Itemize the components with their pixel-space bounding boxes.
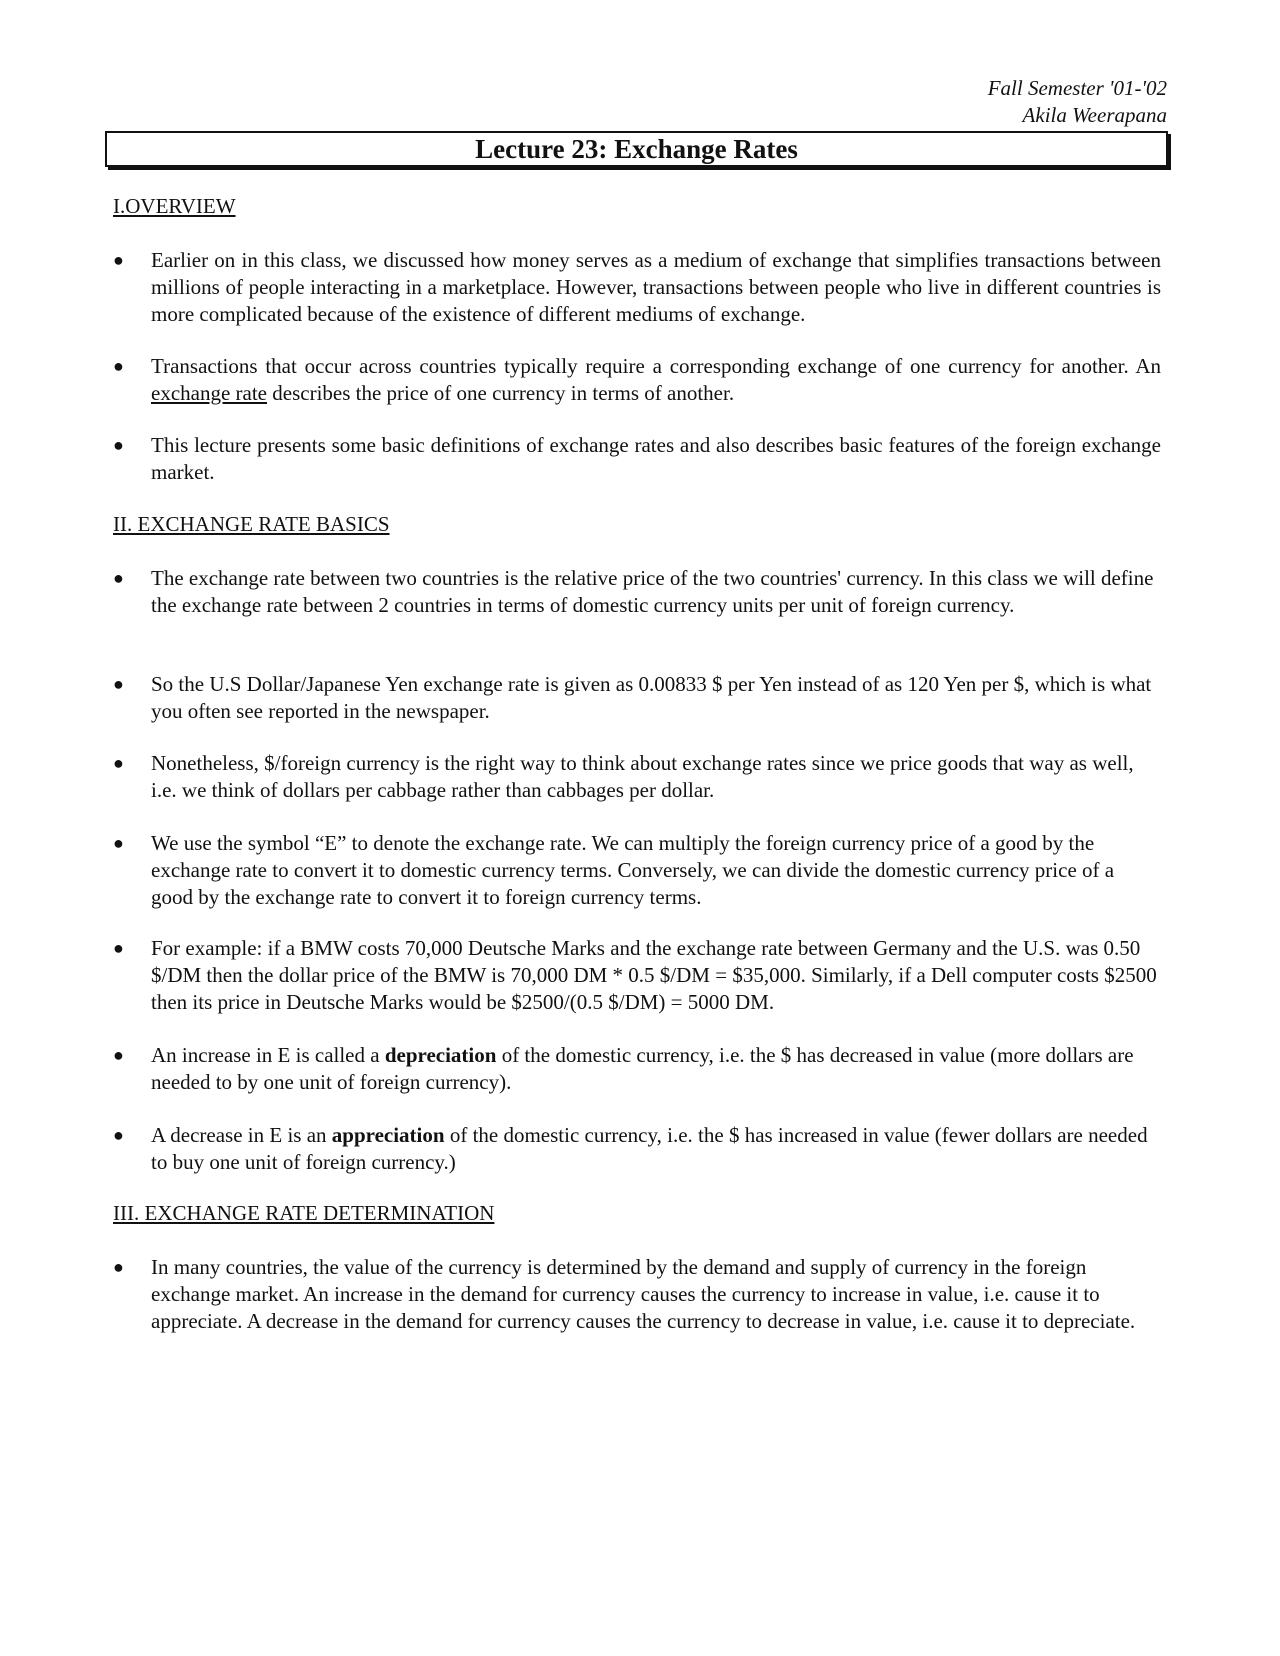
paragraph: Transactions that occur across countries typically require a corresponding exchange of one currency for another. An exchange rate describes the price of one currency in terms of another. [151, 354, 1161, 405]
paragraph: This lecture presents some basic definitions of exchange rates and also describes basic features of the foreign exchange market. [151, 433, 1161, 484]
paragraph: In many countries, the value of the currency is determined by the demand and supply of currency in the foreign exchange market. An increase in the demand for currency causes the currency to increase in value, i.e. cause it to appreciate. A decrease in the demand for currency causes the currency to decrease in value, i.e. cause it to depreciate. [151, 1255, 1136, 1333]
section-heading-exchange-rate-basics: II. EXCHANGE RATE BASICS [113, 512, 390, 536]
paragraph: Earlier on in this class, we discussed how money serves as a medium of exchange that simplifies transactions between millions of people interacting in a marketplace. However, transactions between people who live in different countries is more complicated because of the existence of different mediums of exchange. [151, 248, 1161, 326]
semester-label: Fall Semester '01-'02 [987, 76, 1167, 100]
term-appreciation: appreciation [331, 1123, 445, 1147]
paragraph: For example: if a BMW costs 70,000 Deutsche Marks and the exchange rate between Germany and the U.S. was 0.50 $/DM then the dollar price of the BMW is 70,000 DM * 0.5 $/DM = $35,000. Similarly, if a Dell computer costs $2500 then its price in Deutsche Marks would be $2500/(0.5 $/DM) = 5000 DM. [151, 936, 1157, 1014]
bullet-icon: ● [113, 1045, 124, 1065]
bullet-icon: ● [113, 938, 124, 958]
bullet-icon: ● [113, 833, 124, 853]
bullet-icon: ● [113, 250, 124, 270]
paragraph: A decrease in E is an appreciation of the domestic currency, i.e. the $ has increased in value (fewer dollars are needed to buy one unit of foreign currency.) [151, 1123, 1148, 1174]
lecture-title: Lecture 23: Exchange Rates [105, 131, 1168, 167]
document-header [988, 75, 1167, 129]
bullet-icon: ● [113, 356, 124, 376]
paragraph: So the U.S Dollar/Japanese Yen exchange rate is given as 0.00833 $ per Yen instead of as 120 Yen per $, which is what you often see reported in the newspaper. [151, 672, 1152, 723]
term-exchange-rate: exchange rate [151, 381, 268, 405]
bullet-icon: ● [113, 568, 124, 588]
term-depreciation: depreciation [384, 1043, 497, 1067]
paragraph: An increase in E is called a depreciation of the domestic currency, i.e. the $ has decreased in value (more dollars are needed to by one unit of foreign currency). [151, 1043, 1134, 1094]
paragraph: The exchange rate between two countries is the relative price of the two countries' currency. In this class we will define the exchange rate between 2 countries in terms of domestic currency units per unit of foreign currency. [151, 566, 1154, 617]
author-name: Akila Weerapana [1022, 103, 1167, 127]
paragraph: Nonetheless, $/foreign currency is the right way to think about exchange rates since we price goods that way as well, i.e. we think of dollars per cabbage rather than cabbages per dollar. [151, 751, 1134, 802]
paragraph: We use the symbol “E” to denote the exchange rate. We can multiply the foreign currency price of a good by the exchange rate to convert it to domestic currency terms. Conversely, we can divide the domestic currency price of a good by the exchange rate to convert it to foreign currency terms. [151, 831, 1115, 909]
section-heading-overview: I.OVERVIEW [113, 194, 236, 218]
section-heading-exchange-rate-determination: III. EXCHANGE RATE DETERMINATION [113, 1201, 495, 1225]
bullet-icon: ● [113, 1125, 124, 1145]
bullet-icon: ● [113, 1257, 124, 1277]
bullet-icon: ● [113, 753, 124, 773]
bullet-icon: ● [113, 435, 124, 455]
bullet-icon: ● [113, 674, 124, 694]
